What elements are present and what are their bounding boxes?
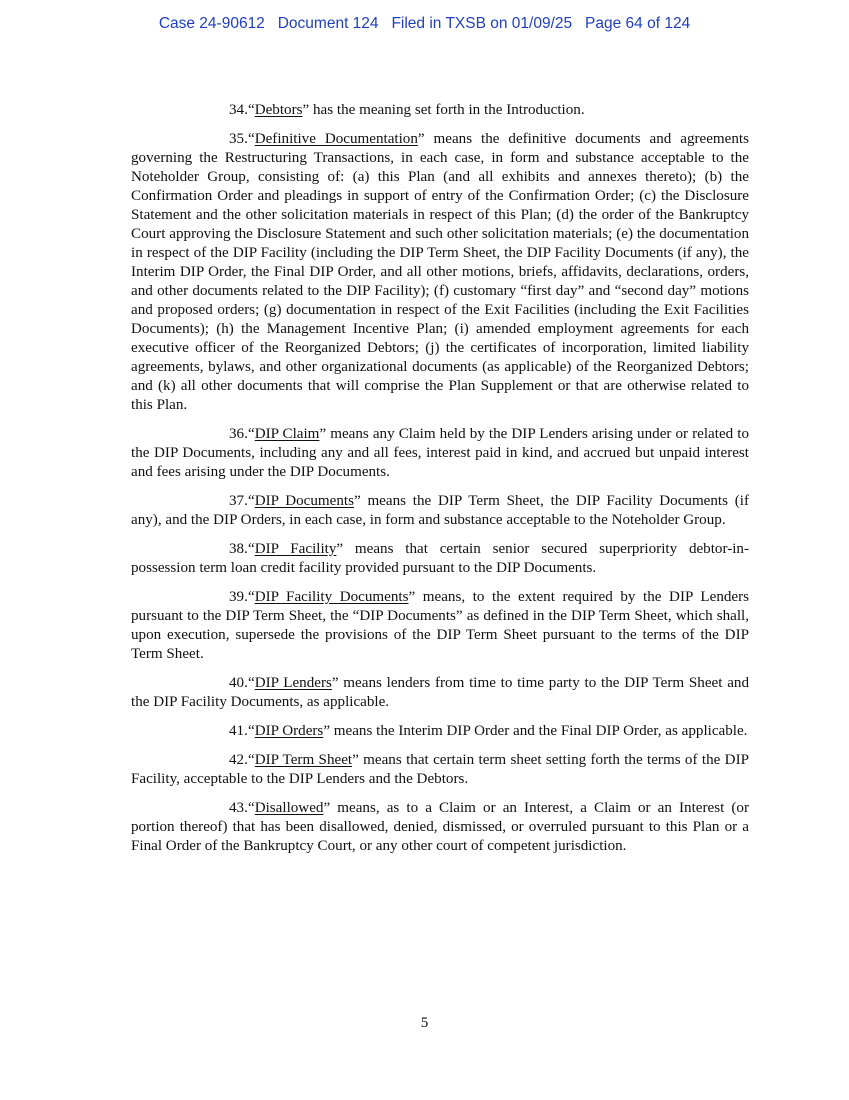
definition-text: has the meaning set forth in the Introduction. [309, 102, 585, 118]
definition-text: means the Interim DIP Order and the Final DIP Order, as applicable. [330, 723, 748, 739]
defined-term: DIP Orders [254, 723, 324, 739]
page-number: 5 [420, 1015, 429, 1031]
paragraph-number: 36. [229, 426, 248, 442]
paragraph-number: 42. [229, 752, 248, 768]
defined-term: DIP Lenders [254, 675, 332, 691]
defined-term: Disallowed [254, 800, 324, 816]
definition-text: means, to the extent required by the DIP Lenders pursuant to the DIP Term Sheet, the “DIP Documents” as defined in the DIP Term Sheet, which shall, upon execution, supersede the provisions of the DIP Term Sheet pursuant to the terms of the DIP Term Sheet. [131, 589, 750, 662]
definition-paragraph: 43.“Disallowed” means, as to a Claim or an Interest, a Claim or an Interest (or portion thereof) that has been disallowed, denied, dismissed, or overruled pursuant to this Plan or a Final Order of the Bankruptcy Court, or any other court of competent jurisdiction. [131, 800, 749, 854]
defined-term: DIP Term Sheet [254, 752, 353, 768]
paragraph-number: 39. [229, 589, 248, 605]
definition-paragraph: 34.“Debtors” has the meaning set forth in the Introduction. [131, 101, 749, 120]
definition-paragraph: 40.“DIP Lenders” means lenders from time to time party to the DIP Term Sheet and the DIP Facility Documents, as applicable. [131, 675, 749, 710]
paragraph-number: 38. [229, 541, 248, 557]
definition-text: means that certain term sheet setting forth the terms of the DIP Facility, acceptable to the DIP Lenders and the Debtors. [131, 752, 749, 787]
defined-term: DIP Facility [254, 541, 337, 557]
paragraph-number: 37. [229, 493, 248, 509]
definition-text: means the DIP Term Sheet, the DIP Facility Documents (if any), and the DIP Orders, in each case, in form and substance acceptable to the Noteholder Group. [131, 493, 749, 528]
definition-text: means lenders from time to time party to the DIP Term Sheet and the DIP Facility Documents, as applicable. [131, 675, 749, 710]
paragraph-number: 34. [229, 102, 248, 118]
definition-paragraph: 37.“DIP Documents” means the DIP Term Sheet, the DIP Facility Documents (if any), and the DIP Orders, in each case, in form and substance acceptable to the Noteholder Group. [131, 493, 749, 528]
document-body [131, 101, 749, 866]
definition-paragraph: 41.“DIP Orders” means the Interim DIP Order and the Final DIP Order, as applicable. [131, 722, 749, 741]
defined-term: DIP Facility Documents [254, 589, 409, 605]
definition-text: means any Claim held by the DIP Lenders arising under or related to the DIP Documents, including any and all fees, interest paid in kind, and accrued but unpaid interest and fees arising under the DIP Documents. [131, 426, 749, 480]
definition-text: means, as to a Claim or an Interest, a Claim or an Interest (or portion thereof) that has been disallowed, denied, dismissed, or overruled pursuant to this Plan or a Final Order of the Bankruptcy Court, or any other court of competent jurisdiction. [131, 800, 749, 854]
defined-term: Debtors [254, 102, 303, 118]
filing-header: Case 24-90612 Document 124 Filed in TXSB on 01/09/25 Page 64 of 124 [158, 15, 691, 32]
definition-paragraph: 39.“DIP Facility Documents” means, to the extent required by the DIP Lenders pursuant to the DIP Term Sheet, the “DIP Documents” as defined in the DIP Term Sheet, which shall, upon execution, supersede the provisions of the DIP Term Sheet pursuant to the terms of the DIP Term Sheet. [131, 589, 750, 662]
definition-paragraph: 42.“DIP Term Sheet” means that certain term sheet setting forth the terms of the DIP Facility, acceptable to the DIP Lenders and the Debtors. [131, 752, 749, 787]
defined-term: DIP Documents [254, 493, 354, 509]
definition-paragraph: 35.“Definitive Documentation” means the definitive documents and agreements governing the Restructuring Transactions, in each case, in form and substance acceptable to the Noteholder Group, consisting of: (a) this Plan (and all exhibits and annexes thereto); (b) the Confirmation Order and pleadings in support of entry of the Confirmation Order; (c) the Disclosure Statement and the other solicitation materials in respect of this Plan; (d) the order of the Bankruptcy Court approving the Disclosure Statement and such other solicitation materials; (e) the documentation in respect of the DIP Facility (including the DIP Term Sheet, the DIP Facility Documents (if any), the Interim DIP Order, the Final DIP Order, and all other motions, briefs, affidavits, declarations, orders, and other documents related to the DIP Facility); (f) customary “first day” and “second day” motions and proposed orders; (g) documentation in respect of the Exit Facilities (including the Exit Facilities Documents); (h) the Management Incentive Plan; (i) amended employment agreements for each executive officer of the Reorganized Debtors; (j) the certificates of incorporation, limited liability agreements, bylaws, and other organizational documents (as applicable) of the Reorganized Debtors; and (k) all other documents that will comprise the Plan Supplement or that are otherwise related to this Plan. [131, 131, 749, 413]
definition-paragraph: 38.“DIP Facility” means that certain senior secured superpriority debtor-in-possession term loan credit facility provided pursuant to the DIP Documents. [131, 541, 749, 576]
paragraph-number: 40. [229, 675, 248, 691]
definition-paragraph: 36.“DIP Claim” means any Claim held by the DIP Lenders arising under or related to the DIP Documents, including any and all fees, interest paid in kind, and accrued but unpaid interest and fees arising under the DIP Documents. [131, 426, 749, 480]
defined-term: DIP Claim [254, 426, 320, 442]
paragraph-number: 35. [229, 131, 248, 147]
definition-text: means the definitive documents and agreements governing the Restructuring Transactions, in each case, in form and substance acceptable to the Noteholder Group, consisting of: (a) this Plan (and all exhibits and annexes thereto); (b) the Confirmation Order and pleadings in support of entry of the Confirmation Order; (c) the Disclosure Statement and the other solicitation materials in respect of this Plan; (d) the order of the Bankruptcy Court approving the Disclosure Statement and such other solicitation materials; (e) the documentation in respect of the DIP Facility (including the DIP Term Sheet, the DIP Facility Documents (if any), the Interim DIP Order, the Final DIP Order, and all other motions, briefs, affidavits, declarations, orders, and other documents related to the DIP Facility); (f) customary “first day” and “second day” motions and proposed orders; (g) documentation in respect of the Exit Facilities (including the Exit Facilities Documents); (h) the Management Incentive Plan; (i) amended employment agreements for each executive officer of the Reorganized Debtors; (j) the certificates of incorporation, limited liability agreements, bylaws, and other organizational documents (as applicable) of the Reorganized Debtors; and (k) all other documents that will comprise the Plan Supplement or that are otherwise related to this Plan. [131, 131, 749, 413]
paragraph-number: 43. [229, 800, 248, 816]
paragraph-number: 41. [229, 723, 248, 739]
definition-text: means that certain senior secured superpriority debtor-in-possession term loan credit facility provided pursuant to the DIP Documents. [131, 541, 749, 576]
defined-term: Definitive Documentation [254, 131, 418, 147]
